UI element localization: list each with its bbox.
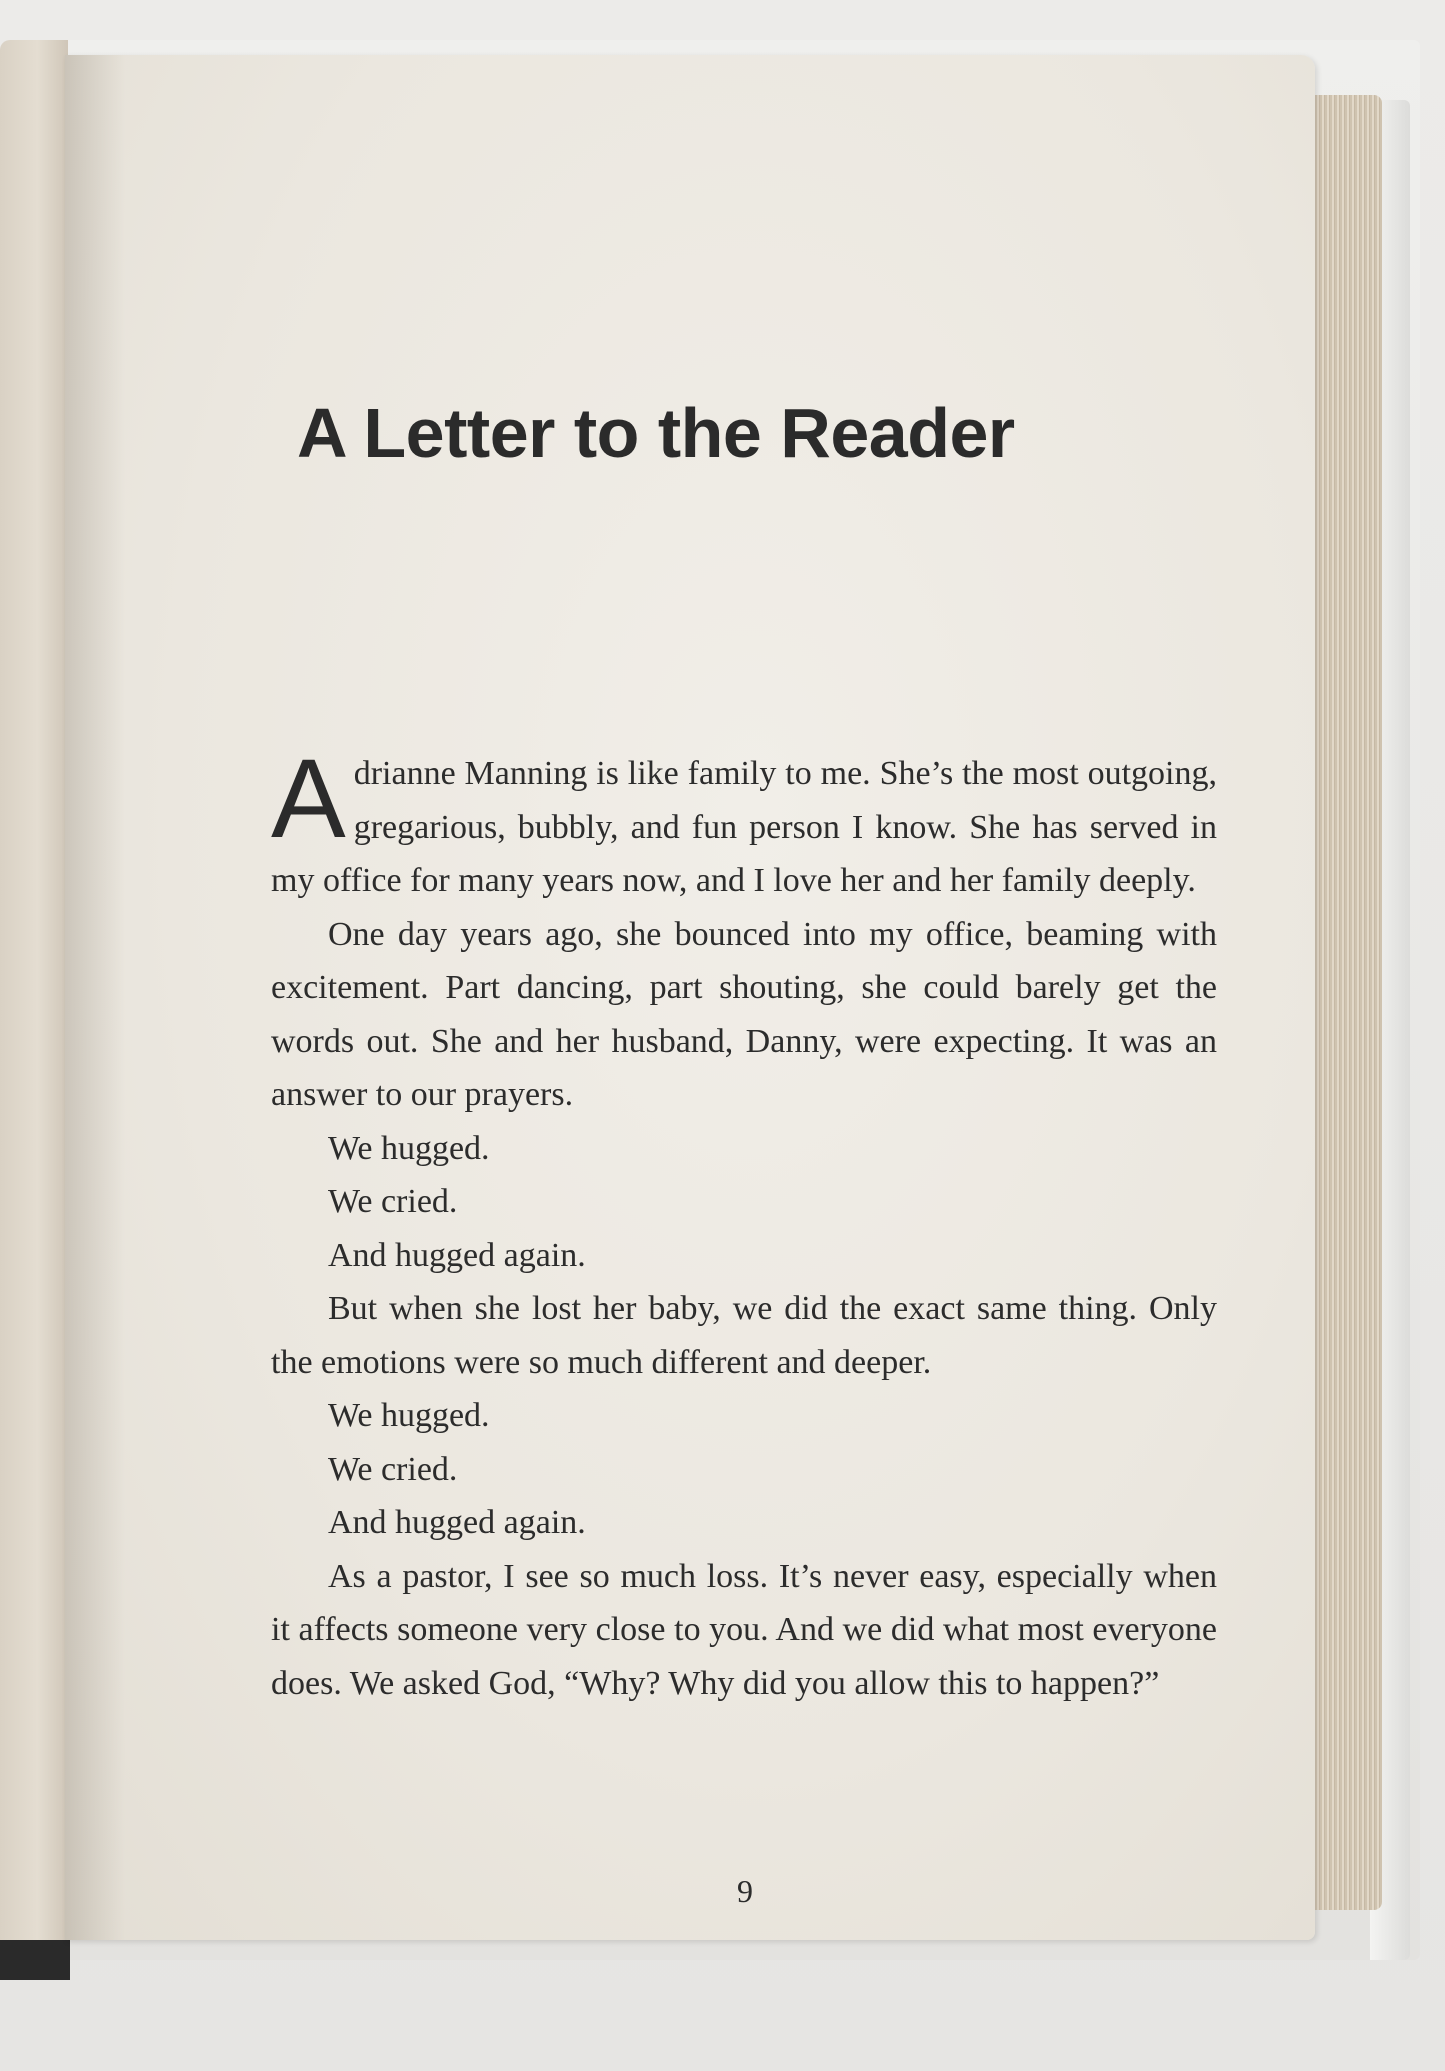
paragraph-10: As a pastor, I see so much loss. It’s never easy, especially when it affects someone very close to you. And we did what most everyone does. We asked God, “Why? Why did you allow this to happen?” [271,1557,1217,1702]
paragraph-4: We cried. [328,1183,458,1220]
paragraph-7: We hugged. [328,1397,490,1434]
chapter-title: A Letter to the Reader [297,394,1015,472]
paragraph-5: And hugged again. [328,1236,586,1274]
left-page [0,40,68,1945]
paragraph-3: We hugged. [328,1129,490,1167]
paragraph-1-text: drianne Manning is like family to me. She’s the most outgoing, gregarious, bubbly, and fun person I know. She has served in my office for many years now, and I love her and her family deeply. [271,755,1217,899]
paragraph-2: One day years ago, she bounced into my office, beaming with excitement. Part dancing, part shouting, she could barely get the words out. She and her husband, Danny, were expecting. It was an answer to our prayers. [271,915,1217,1113]
book-spine-corner [0,1940,70,1980]
paragraph-1 [271,736,1217,908]
paragraph-8: We cried. [328,1450,458,1488]
right-page [65,55,1315,1940]
paragraph-9: And hugged again. [328,1504,586,1541]
page-gutter-shadow [65,55,125,1940]
drop-cap: A [271,736,346,861]
page-number: 9 [737,1873,753,1909]
paragraph-6: But when she lost her baby, we did the exact same thing. Only the emotions were so much different and deeper. [271,1290,1217,1381]
body-text [271,736,1217,1710]
